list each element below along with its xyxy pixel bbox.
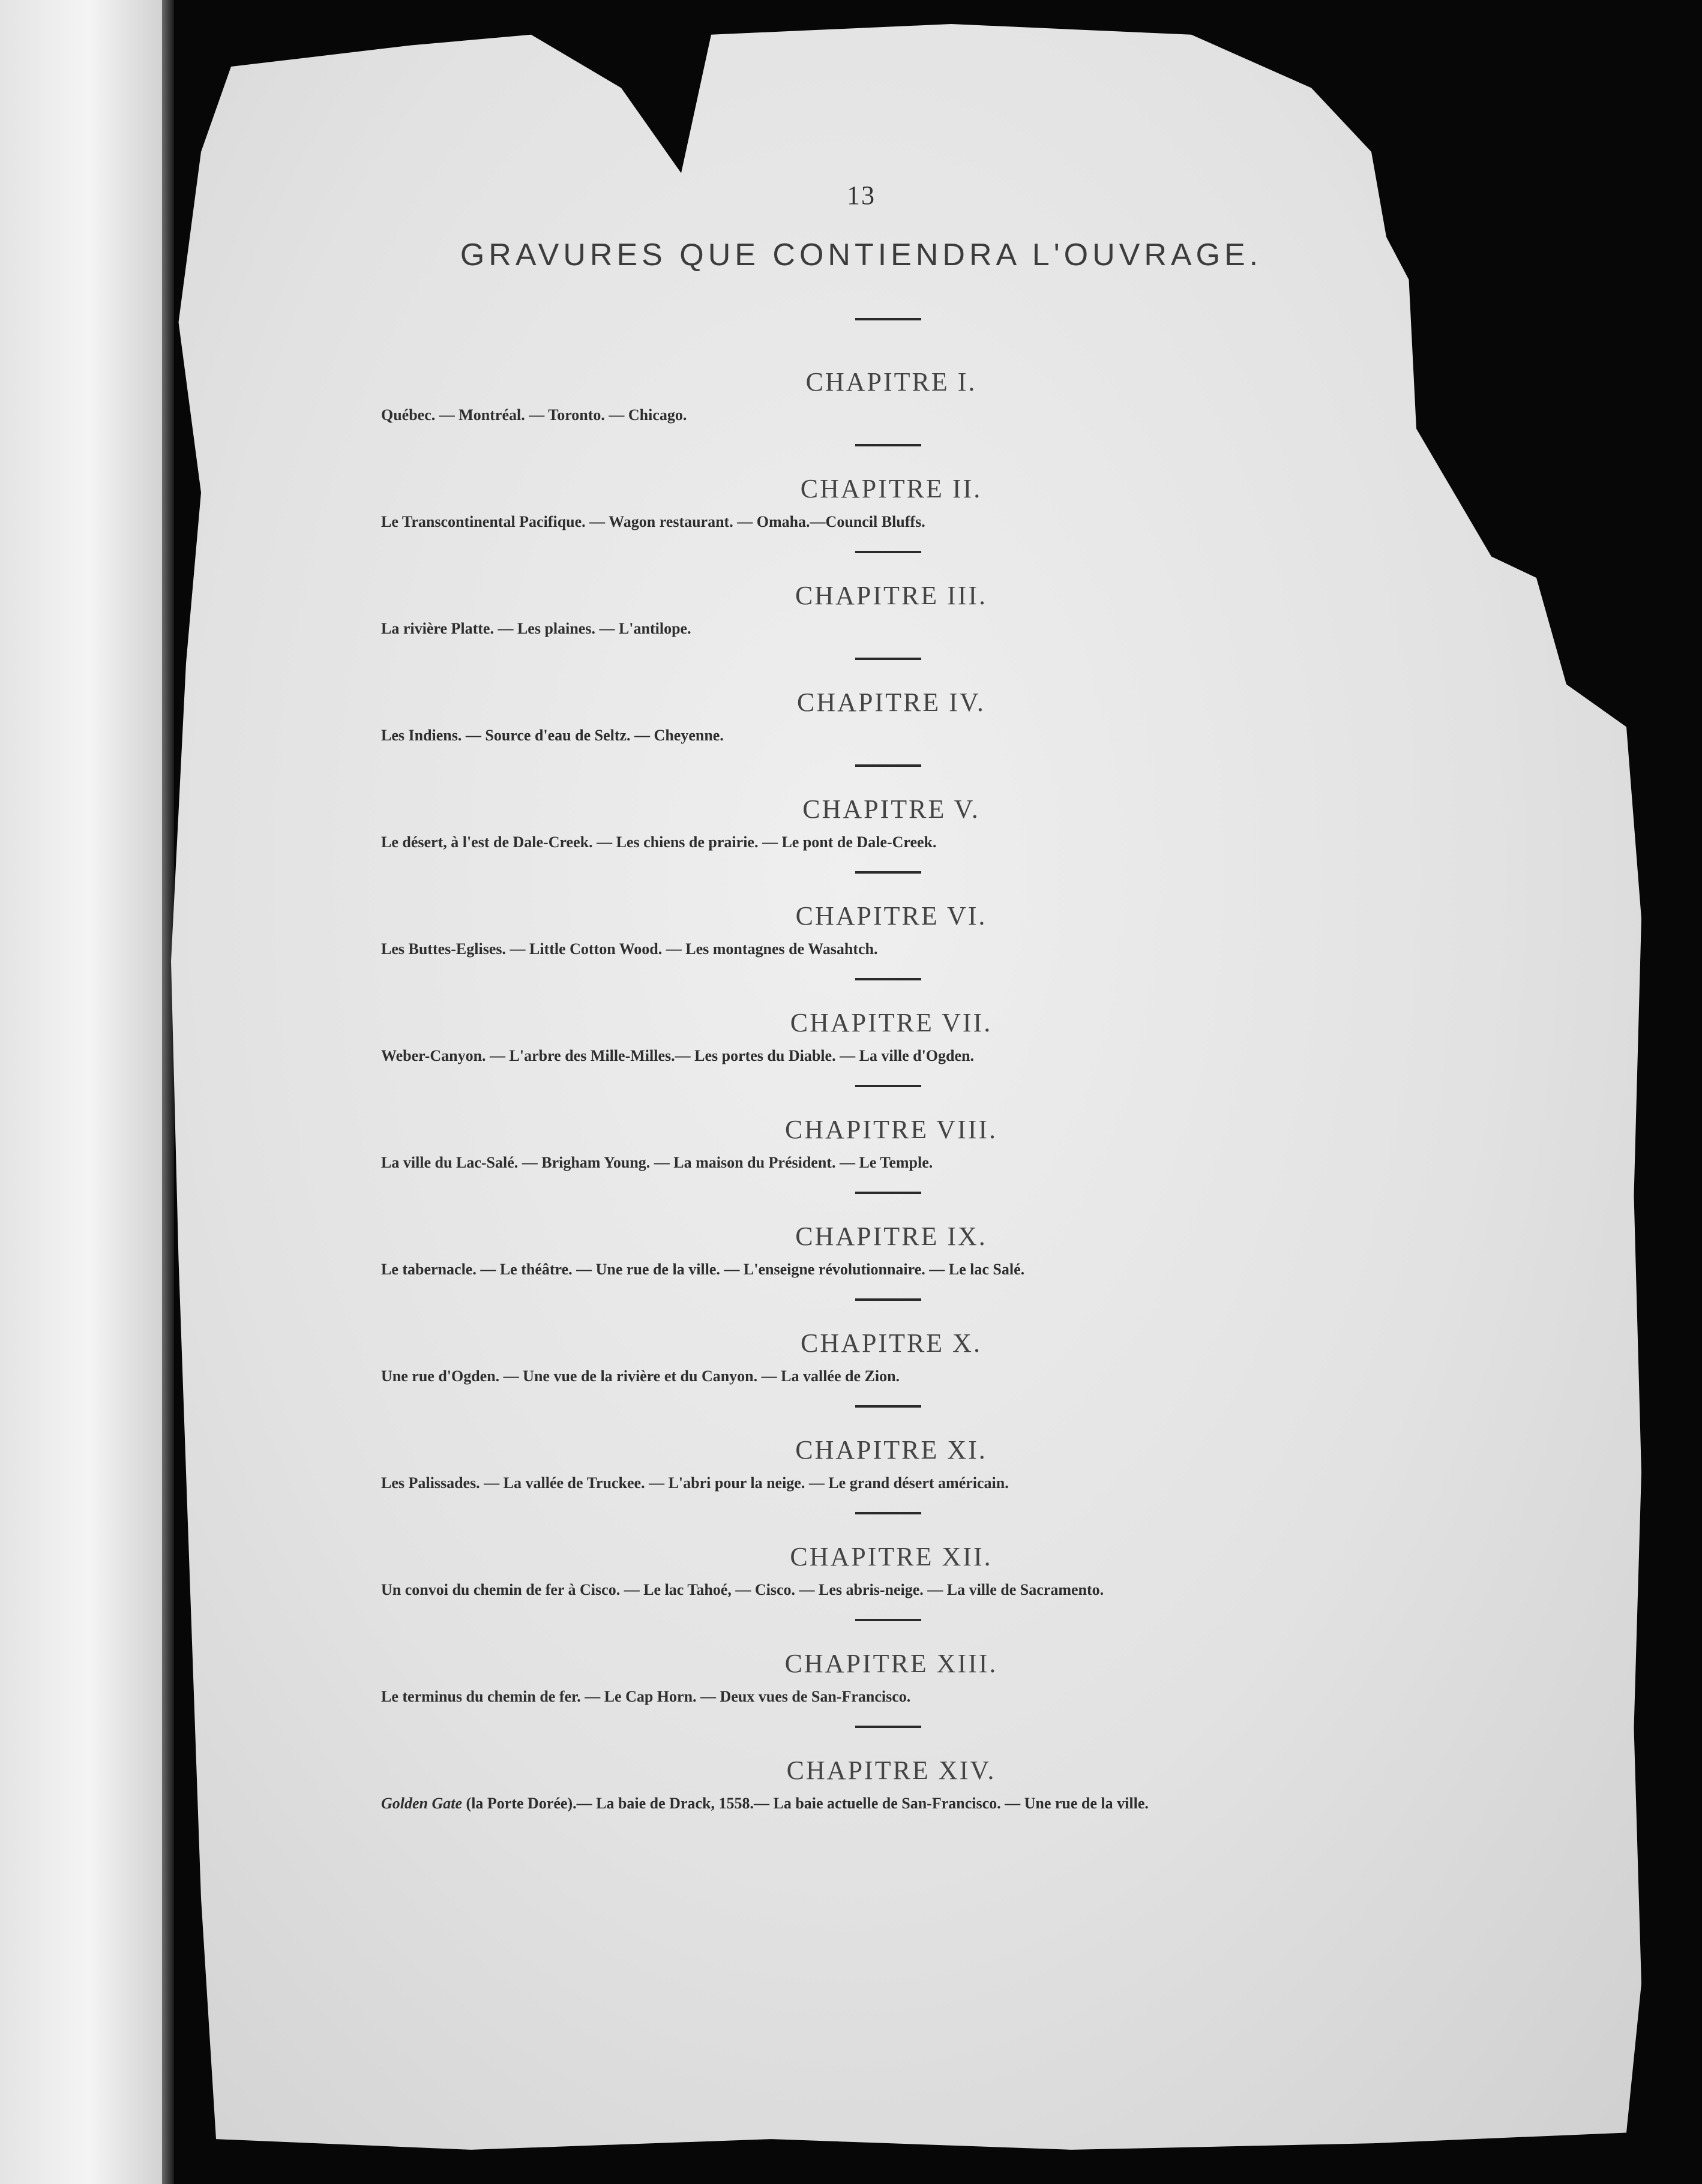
chapter-rule [855,871,921,874]
title-rule [855,318,921,320]
chapter-heading: CHAPITRE XIV. [786,1756,996,1785]
chapter-items: Québec. — Montréal. — Toronto. — Chicago. [381,406,687,424]
chapter-7 [381,1003,1341,1110]
chapter-heading: CHAPITRE IX. [795,1222,987,1251]
chapter-9 [381,1217,1341,1324]
chapter-rule [855,1619,921,1621]
chapter-heading: CHAPITRE II. [800,474,982,503]
chapter-rule [855,444,921,446]
chapter-10 [381,1324,1341,1430]
chapter-rule [855,978,921,980]
chapter-rule [855,1512,921,1514]
chapter-items: Le terminus du chemin de fer. — Le Cap Horn. — Deux vues de San-Francisco. [381,1688,911,1705]
chapter-items-rest: (la Porte Dorée).— La baie de Drack, 1558.— La baie actuelle de San-Francisco. — Une rue de la ville. [462,1795,1149,1812]
chapter-heading: CHAPITRE VII. [790,1008,993,1037]
chapter-items [381,1790,1341,1817]
chapter-rule [855,658,921,660]
chapter-rule [855,1192,921,1194]
chapter-heading: CHAPITRE X. [801,1328,982,1358]
chapter-3 [381,576,1341,683]
chapter-14 [381,1751,1341,1858]
chapter-heading: CHAPITRE VIII. [784,1115,998,1144]
chapter-items: Le Transcontinental Pacifique. — Wagon restaurant. — Omaha.—Council Bluffs. [381,513,925,530]
chapter-2 [381,469,1341,576]
chapter-heading: CHAPITRE V. [802,794,980,824]
chapter-5 [381,790,1341,896]
chapter-12 [381,1537,1341,1644]
chapter-6 [381,896,1341,1003]
chapter-items: Le tabernacle. — Le théâtre. — Une rue de la ville. — L'enseigne révolutionnaire. — Le lac Salé. [381,1261,1025,1278]
page-content [381,180,1341,1858]
chapter-items: Le désert, à l'est de Dale-Creek. — Les chiens de prairie. — Le pont de Dale-Creek. [381,833,937,851]
chapter-items: La ville du Lac-Salé. — Brigham Young. — La maison du Président. — Le Temple. [381,1154,933,1171]
chapter-heading: CHAPITRE I. [805,367,977,397]
chapter-items: La rivière Platte. — Les plaines. — L'antilope. [381,620,691,637]
chapter-rule [855,1298,921,1301]
chapter-heading: CHAPITRE XIII. [784,1649,998,1678]
chapter-items: Les Palissades. — La vallée de Truckee. — L'abri pour la neige. — Le grand désert américain. [381,1474,1009,1492]
chapter-heading: CHAPITRE XII. [790,1542,993,1571]
chapter-heading: CHAPITRE IV. [797,688,985,717]
chapter-rule [855,551,921,553]
chapter-items: Un convoi du chemin de fer à Cisco. — Le lac Tahoé, — Cisco. — Les abris-neige. — La ville de Sacramento. [381,1581,1104,1598]
page-number: 13 [847,181,876,210]
chapter-rule [855,1726,921,1728]
chapter-8 [381,1110,1341,1217]
chapter-items-italic: Golden Gate [381,1795,463,1812]
chapter-4 [381,683,1341,790]
chapter-rule [855,764,921,767]
chapter-11 [381,1430,1341,1537]
page-title: GRAVURES QUE CONTIENDRA L'OUVRAGE. [460,238,1263,272]
chapter-heading: CHAPITRE XI. [795,1435,987,1465]
chapter-items: Les Indiens. — Source d'eau de Seltz. — Cheyenne. [381,727,724,744]
chapter-heading: CHAPITRE VI. [795,901,987,931]
chapter-items: Les Buttes-Eglises. — Little Cotton Wood. — Les montagnes de Wasahtch. [381,940,878,958]
chapter-items: Weber-Canyon. — L'arbre des Mille-Milles.— Les portes du Diable. — La ville d'Ogden. [381,1047,974,1064]
chapter-rule [855,1405,921,1408]
chapter-items: Une rue d'Ogden. — Une vue de la rivière et du Canyon. — La vallée de Zion. [381,1367,900,1385]
chapter-heading: CHAPITRE III. [795,581,988,610]
chapter-13 [381,1644,1341,1751]
left-page-edge [0,0,162,2184]
chapter-rule [855,1085,921,1087]
chapter-1 [381,362,1341,469]
page-gutter [162,0,174,2184]
